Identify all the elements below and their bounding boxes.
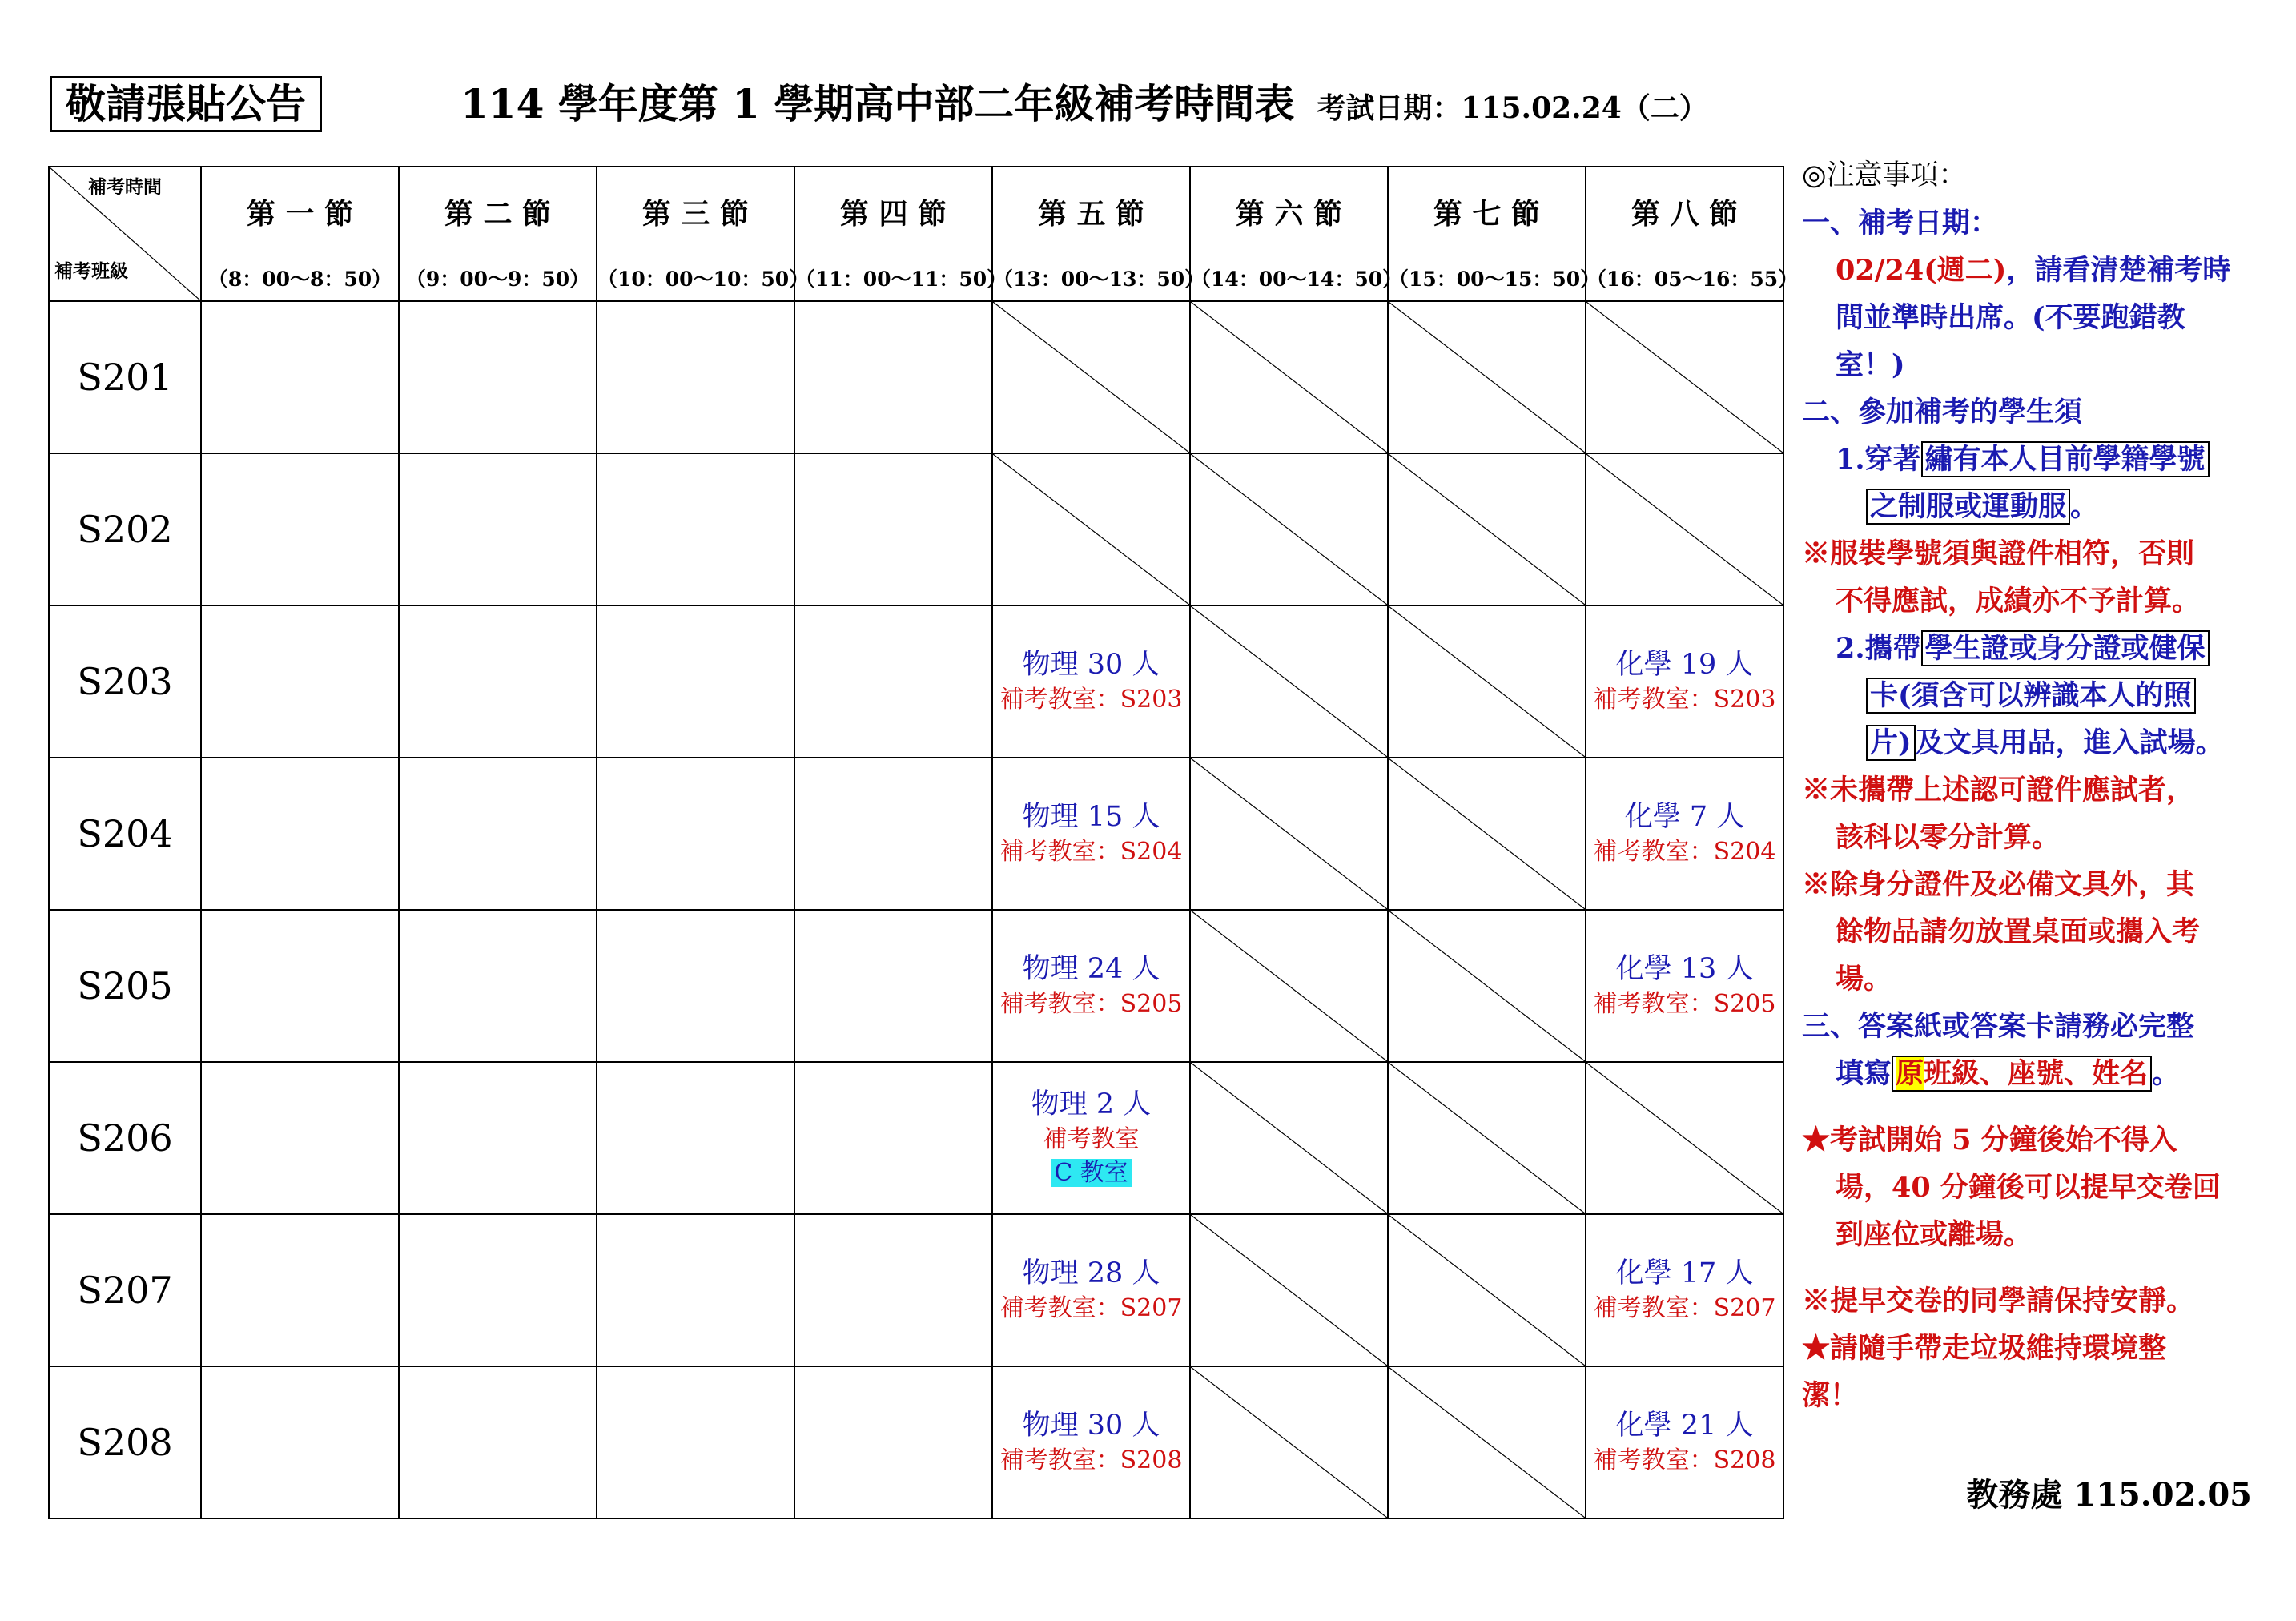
period-header-5 (992, 167, 1205, 301)
unscheduled-cell (1190, 910, 1388, 1062)
period-name: 第 四 節 (839, 197, 947, 231)
note-text: 班級、座號、姓名 (1924, 1057, 2149, 1090)
period-time: （11：00～11：50） (795, 267, 1007, 291)
period-header-8 (1586, 167, 1799, 301)
cell-diagonal (1389, 911, 1585, 1061)
star-2-line-1: ★請隨手帶走垃圾維持環境整 (1802, 1332, 2167, 1365)
period-header-row (49, 167, 1783, 301)
period-time: （10：00～10：50） (597, 267, 810, 291)
period-time: （8：00～8：50） (207, 267, 392, 291)
page-title (460, 76, 1708, 136)
issuer-footer: 教務處 115.02.05 (1966, 1476, 2252, 1514)
note-uniform-line-2 (1802, 483, 2282, 530)
class-row-s207 (49, 1214, 1783, 1366)
note-id-box-2: 卡(須含可以辨識本人的照 (1866, 678, 2196, 714)
warning-1-line-2: 不得應試，成績亦不予計算。 (1836, 585, 2201, 617)
exam-subject: 物理 30 人 (1022, 1410, 1160, 1442)
class-row-s203 (49, 605, 1783, 758)
period-time: （9：00～9：50） (405, 267, 590, 291)
exam-cell-content (1586, 911, 1783, 1061)
corner-class-label: 補考班級 (54, 260, 128, 282)
empty-cell (201, 1062, 399, 1214)
schedule-body (49, 301, 1783, 1518)
exam-subject: 化學 19 人 (1615, 649, 1754, 681)
exam-subject: 化學 21 人 (1615, 1410, 1754, 1442)
exam-cell (992, 910, 1190, 1062)
class-row-s204 (49, 758, 1783, 910)
notes-heading: ◎注意事項： (1802, 159, 1967, 191)
period-name: 第 五 節 (1037, 197, 1145, 231)
exam-room: 補考教室 (1043, 1125, 1140, 1153)
star-1-line-2: 場，40 分鐘後可以提早交卷回 (1836, 1171, 2221, 1204)
empty-cell (201, 301, 399, 453)
exam-cell (992, 605, 1190, 758)
unscheduled-cell (1388, 1062, 1586, 1214)
empty-cell (201, 1214, 399, 1366)
note-id-box-3: 片) (1866, 725, 1916, 761)
unscheduled-cell (1190, 301, 1388, 453)
corner-header-cell (49, 167, 201, 301)
exam-room-alt (1051, 1156, 1132, 1190)
exam-cell (992, 1366, 1190, 1518)
exam-cell (1586, 605, 1783, 758)
class-row-s202 (49, 453, 1783, 605)
empty-cell (201, 758, 399, 910)
warning-3-line-1: ※除身分證件及必備文具外，其 (1802, 868, 2195, 901)
cell-diagonal (1191, 758, 1387, 909)
warning-1-line-1: ※服裝學號須與證件相符，否則 (1802, 537, 2195, 570)
cell-diagonal (1191, 1215, 1387, 1366)
exam-cell-content (1586, 758, 1783, 909)
cell-diagonal (1191, 911, 1387, 1061)
exam-cell-content (993, 1215, 1189, 1366)
unscheduled-cell (1586, 1062, 1783, 1214)
cell-diagonal (1389, 1215, 1585, 1366)
unscheduled-cell (1190, 1062, 1388, 1214)
exam-subject: 物理 15 人 (1022, 801, 1160, 833)
exam-cell-content (1586, 606, 1783, 757)
period-header-2 (399, 167, 597, 301)
cell-diagonal (1191, 1063, 1387, 1213)
empty-cell (794, 1062, 992, 1214)
note-text: 填寫 (1836, 1057, 1892, 1090)
exam-subject: 物理 2 人 (1031, 1088, 1152, 1120)
period-name: 第 七 節 (1433, 197, 1541, 231)
unscheduled-cell (1586, 453, 1783, 605)
note-text: 2.攜帶 (1836, 632, 1921, 665)
empty-cell (201, 910, 399, 1062)
period-name: 第 三 節 (641, 197, 750, 231)
note-id-line-1 (1802, 625, 2282, 672)
warning-2-line-1: ※未攜帶上述認可證件應試者， (1802, 774, 2195, 806)
period-name: 第 一 節 (246, 197, 354, 231)
cell-diagonal (993, 302, 1189, 453)
exam-room: 補考教室：S204 (999, 838, 1183, 866)
exam-room: 補考教室：S207 (1593, 1294, 1776, 1322)
note-section-2-title: 二、參加補考的學生須 (1802, 396, 2083, 428)
exam-cell-content (1586, 1367, 1783, 1518)
exam-room: 補考教室：S204 (1593, 838, 1776, 866)
cell-diagonal (1389, 1367, 1585, 1518)
exam-cell (992, 1062, 1190, 1214)
exam-room: 補考教室：S205 (999, 990, 1183, 1018)
note-uniform-box: 繡有本人目前學籍學號 (1921, 441, 2210, 477)
unscheduled-cell (992, 301, 1190, 453)
empty-cell (597, 910, 794, 1062)
empty-cell (597, 301, 794, 453)
class-row-s205 (49, 910, 1783, 1062)
empty-cell (794, 1214, 992, 1366)
exam-subject: 物理 30 人 (1022, 649, 1160, 681)
unscheduled-cell (1388, 301, 1586, 453)
empty-cell (399, 758, 597, 910)
note-text: ，請看清楚補考時 (2006, 254, 2231, 287)
empty-cell (794, 301, 992, 453)
period-time: （16：05～16：55） (1586, 267, 1799, 291)
note-uniform-box-2: 之制服或運動服 (1866, 489, 2070, 525)
unscheduled-cell (1388, 758, 1586, 910)
spacer (1802, 1258, 2282, 1277)
exam-room: 補考教室：S208 (999, 1446, 1183, 1474)
note-highlight-original: 原 (1896, 1057, 1924, 1090)
cell-diagonal (1389, 454, 1585, 605)
empty-cell (201, 453, 399, 605)
makeup-exam-schedule-table (48, 166, 1799, 1519)
empty-cell (794, 758, 992, 910)
empty-cell (399, 1062, 597, 1214)
star-1-line-1: ★考試開始 5 分鐘後始不得入 (1802, 1124, 2177, 1156)
exam-cell-content (993, 606, 1189, 757)
exam-cell-content (993, 1367, 1189, 1518)
note-text: 。 (2152, 1057, 2181, 1090)
exam-subject: 化學 17 人 (1615, 1257, 1754, 1289)
cell-diagonal (1389, 606, 1585, 757)
period-name: 第 八 節 (1631, 197, 1739, 231)
exam-cell-content (993, 758, 1189, 909)
period-header-1 (201, 167, 399, 301)
period-header-6 (1190, 167, 1403, 301)
unscheduled-cell (1388, 605, 1586, 758)
empty-cell (399, 301, 597, 453)
note-id-line-3 (1802, 719, 2282, 766)
note-id-line-2 (1802, 672, 2282, 719)
class-label: S204 (49, 758, 201, 910)
exam-room: 補考教室：S203 (1593, 686, 1776, 714)
class-label: S208 (49, 1366, 201, 1518)
empty-cell (794, 910, 992, 1062)
unscheduled-cell (1190, 758, 1388, 910)
exam-cell (992, 758, 1190, 910)
class-label: S203 (49, 605, 201, 758)
class-row-s208 (49, 1366, 1783, 1518)
warning-3-line-2: 餘物品請勿放置桌面或攜入考 (1836, 915, 2201, 948)
cell-diagonal (1586, 454, 1783, 605)
cell-diagonal (1389, 302, 1585, 453)
exam-room: 補考教室：S207 (999, 1294, 1183, 1322)
exam-cell-content (993, 911, 1189, 1061)
unscheduled-cell (1388, 910, 1586, 1062)
period-name: 第 二 節 (444, 197, 552, 231)
empty-cell (597, 605, 794, 758)
period-header-7 (1388, 167, 1601, 301)
notes-panel (1802, 152, 2282, 1419)
note-section-1-line-2: 間並準時出席。(不要跑錯教 (1836, 301, 2185, 334)
period-header-3 (597, 167, 810, 301)
note-section-1-title: 一、補考日期： (1802, 207, 1999, 239)
post-notice-badge: 敬請張貼公告 (50, 76, 322, 132)
cell-diagonal (1191, 454, 1387, 605)
empty-cell (597, 453, 794, 605)
exam-subject: 化學 7 人 (1624, 801, 1745, 833)
empty-cell (597, 1062, 794, 1214)
class-label: S202 (49, 453, 201, 605)
warning-4: ※提早交卷的同學請保持安靜。 (1802, 1285, 2195, 1317)
note-uniform-line-1 (1802, 436, 2282, 483)
exam-subject: 化學 13 人 (1615, 953, 1754, 985)
exam-cell (1586, 1214, 1783, 1366)
exam-cell-content (1586, 1215, 1783, 1366)
cell-diagonal (1191, 302, 1387, 453)
period-name: 第 六 節 (1235, 197, 1343, 231)
empty-cell (399, 910, 597, 1062)
class-label: S206 (49, 1062, 201, 1214)
exam-room: 補考教室：S203 (999, 686, 1183, 714)
cell-diagonal (1389, 758, 1585, 909)
note-section-3-line-1: 三、答案紙或答案卡請務必完整 (1802, 1010, 2195, 1043)
cell-diagonal (1586, 302, 1783, 453)
spacer (1802, 1097, 2282, 1116)
exam-subject: 物理 24 人 (1022, 953, 1160, 985)
note-section-3-line-2 (1802, 1050, 2282, 1097)
empty-cell (201, 605, 399, 758)
note-text: 1.穿著 (1836, 443, 1921, 476)
exam-cell (1586, 758, 1783, 910)
exam-room: 補考教室：S205 (1593, 990, 1776, 1018)
empty-cell (399, 605, 597, 758)
empty-cell (597, 758, 794, 910)
note-text: 及文具用品，進入試場。 (1915, 726, 2224, 759)
note-text: 。 (2070, 490, 2099, 523)
unscheduled-cell (1190, 605, 1388, 758)
class-row-s206 (49, 1062, 1783, 1214)
period-time: （15：00～15：50） (1389, 267, 1601, 291)
exam-cell-content (993, 1063, 1189, 1213)
cell-diagonal (1389, 1063, 1585, 1213)
unscheduled-cell (1190, 453, 1388, 605)
note-id-box: 學生證或身分證或健保 (1921, 630, 2210, 666)
empty-cell (201, 1366, 399, 1518)
exam-cell (992, 1214, 1190, 1366)
period-header-4 (794, 167, 1007, 301)
note-exam-date: 02/24(週二) (1836, 254, 2007, 287)
cell-diagonal (1586, 1063, 1783, 1213)
class-label: S201 (49, 301, 201, 453)
empty-cell (794, 453, 992, 605)
exam-room-highlight: C 教室 (1051, 1159, 1132, 1187)
unscheduled-cell (1388, 453, 1586, 605)
unscheduled-cell (1388, 1214, 1586, 1366)
empty-cell (597, 1214, 794, 1366)
note-section-1-line-1 (1802, 247, 2282, 294)
unscheduled-cell (1190, 1366, 1388, 1518)
period-time: （14：00～14：50） (1191, 267, 1403, 291)
cell-diagonal (1191, 606, 1387, 757)
class-row-s201 (49, 301, 1783, 453)
warning-2-line-2: 該科以零分計算。 (1836, 821, 2061, 854)
exam-room: 補考教室：S208 (1593, 1446, 1776, 1474)
empty-cell (399, 1366, 597, 1518)
exam-date: 考試日期：115.02.24（二） (1317, 91, 1708, 125)
warning-3-line-3: 場。 (1836, 963, 1892, 996)
cell-diagonal (1191, 1367, 1387, 1518)
class-label: S205 (49, 910, 201, 1062)
cell-diagonal (993, 454, 1189, 605)
unscheduled-cell (1586, 301, 1783, 453)
empty-cell (597, 1366, 794, 1518)
unscheduled-cell (1388, 1366, 1586, 1518)
unscheduled-cell (992, 453, 1190, 605)
exam-cell (1586, 910, 1783, 1062)
star-2-line-2: 潔！ (1802, 1379, 1859, 1412)
empty-cell (399, 453, 597, 605)
class-label: S207 (49, 1214, 201, 1366)
star-1-line-3: 到座位或離場。 (1836, 1218, 2033, 1251)
exam-cell (1586, 1366, 1783, 1518)
corner-time-label: 補考時間 (88, 176, 162, 198)
empty-cell (399, 1214, 597, 1366)
note-section-1-line-3: 室！) (1836, 348, 1905, 381)
empty-cell (794, 1366, 992, 1518)
unscheduled-cell (1190, 1214, 1388, 1366)
note-fill-box (1892, 1056, 2152, 1092)
period-time: （13：00～13：50） (993, 267, 1205, 291)
exam-subject: 物理 28 人 (1022, 1257, 1160, 1289)
empty-cell (794, 605, 992, 758)
schedule-title: 114 學年度第 1 學期高中部二年級補考時間表 (460, 80, 1295, 127)
